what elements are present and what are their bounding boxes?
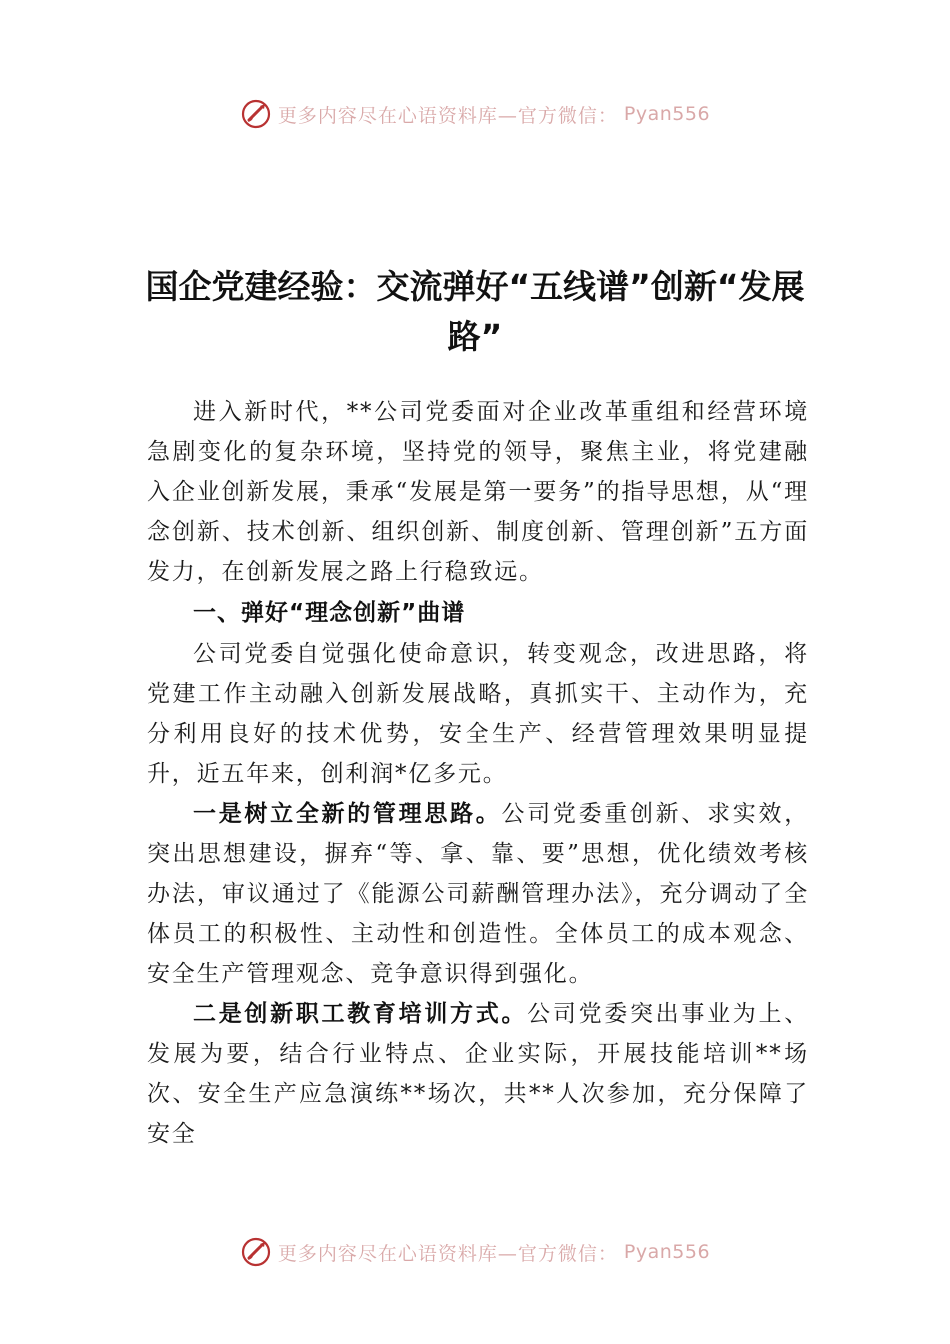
watermark-wechat-id: Pyan556	[623, 103, 711, 125]
item-1-paragraph	[147, 794, 809, 994]
watermark-footer	[0, 1232, 950, 1272]
item-2-text: 公司党委突出事业为上、发展为要，结合行业特点、企业实际，开展技能培训**场次、安全生产应急演练**场次，共**人次参加，充分保障了安全	[147, 1001, 809, 1147]
watermark-wechat-id: Pyan556	[623, 1241, 711, 1263]
document-title: 国企党建经验：交流弹好“五线谱”创新“发展路”	[145, 267, 805, 356]
section-heading-1: 一、弹好“理念创新”曲谱	[193, 600, 466, 626]
item-1-text: 公司党委重创新、求实效，突出思想建设，摒弃“等、拿、靠、要”思想，优化绩效考核办法，审议通过了《能源公司薪酬管理办法》，充分调动了全体员工的积极性、主动性和创造性。全体员工的成本观念、安全生产管理观念、竞争意识得到强化。	[147, 801, 809, 987]
brush-logo-icon	[240, 98, 272, 130]
item-2-lead: 二是创新职工教育培训方式。	[193, 1001, 528, 1027]
watermark-header	[0, 94, 950, 134]
watermark-text: 更多内容尽在心语资料库—官方微信：	[277, 104, 618, 127]
watermark-text: 更多内容尽在心语资料库—官方微信：	[277, 1242, 618, 1265]
intro-paragraph: 进入新时代，**公司党委面对企业改革重组和经营环境急剧变化的复杂环境，坚持党的领导，聚焦主业，将党建融入企业创新发展，秉承“发展是第一要务”的指导思想，从“理念创新、技术创新、组织创新、制度创新、管理创新”五方面发力，在创新发展之路上行稳致远。	[147, 399, 809, 585]
item-1-lead: 一是树立全新的管理思路。	[193, 801, 502, 827]
document-body	[147, 392, 809, 1154]
brush-logo-icon	[240, 1236, 272, 1268]
item-2-paragraph	[147, 994, 809, 1154]
section-1-paragraph: 公司党委自觉强化使命意识，转变观念，改进思路，将党建工作主动融入创新发展战略，真抓实干、主动作为，充分利用良好的技术优势，安全生产、经营管理效果明显提升，近五年来，创利润*亿多元。	[147, 641, 809, 787]
